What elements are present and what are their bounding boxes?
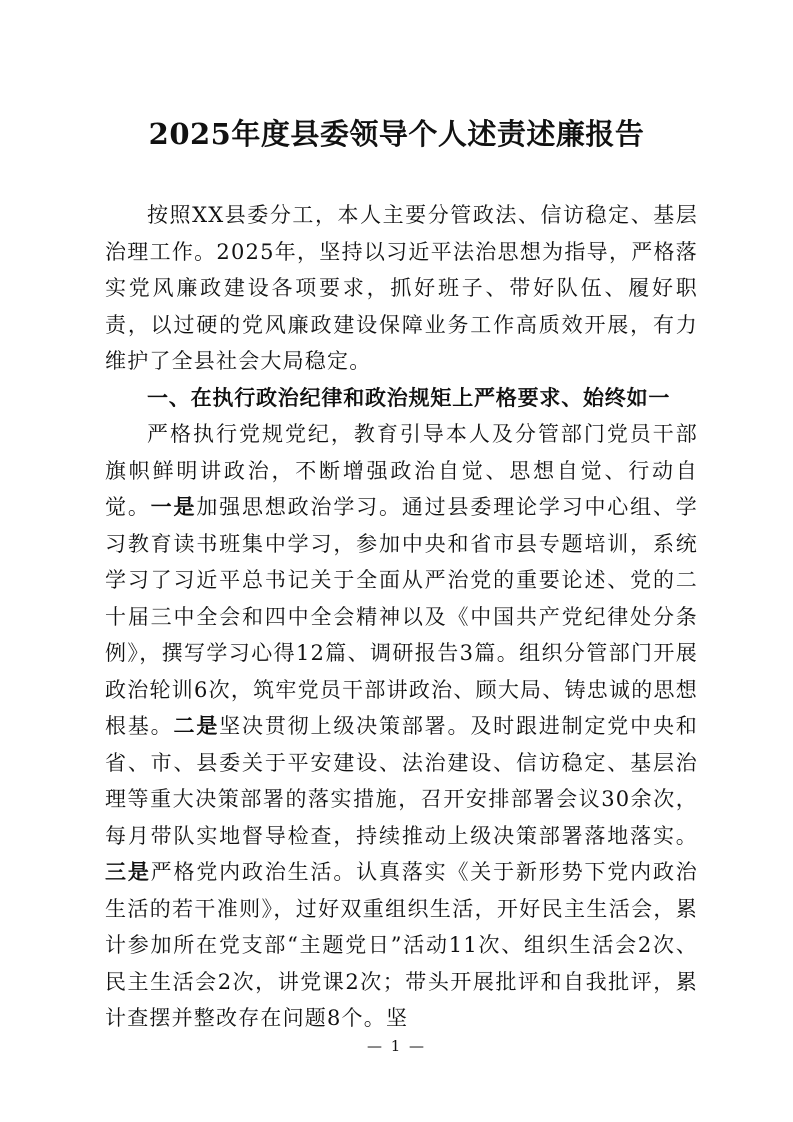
document-body xyxy=(105,197,698,1037)
section-1-paragraph xyxy=(105,416,698,1037)
section-1-lead-text: 严格执行党规党纪，教育引导本人及分管部门党员干部旗帜鲜明讲政治，不断增强政治自觉、思想自觉、行动自觉。 xyxy=(105,422,698,519)
intro-paragraph: 按照XX县委分工，本人主要分管政法、信访稳定、基层治理工作。2025年，坚持以习近平法治思想为指导，严格落实党风廉政建设各项要求，抓好班子、带好队伍、履好职责，以过硬的党风廉政建设保障业务工作高质效开展，有力维护了全县社会大局稳定。 xyxy=(105,203,698,373)
item-2-label: 二是 xyxy=(173,714,220,738)
section-heading-1: 一、在执行政治纪律和政治规矩上严格要求、始终如一 xyxy=(147,385,671,410)
document-title: 2025年度县委领导个人述责述廉报告 xyxy=(148,117,645,151)
item-1-text: 加强思想政治学习。通过县委理论学习中心组、学习教育读书班集中学习，参加中央和省市县专题培训，系统学习了习近平总书记关于全面从严治党的重要论述、党的二十届三中全会和四中全会精神以及《中国共产党纪律处分条例》，撰写学习心得12篇、调研报告3篇。组织分管部门开展政治轮训6次，筑牢党员干部讲政治、顾大局、铸忠诚的思想根基。 xyxy=(105,495,698,738)
item-1-label: 一是 xyxy=(150,495,197,519)
item-2-text: 坚决贯彻上级决策部署。及时跟进制定党中央和省、市、县委关于平安建设、法治建设、信访稳定、基层治理等重大决策部署的落实措施，召开安排部署会议30余次，每月带队实地督导检查，持续推动上级决策部署落地落实。 xyxy=(105,714,698,848)
item-3-label: 三是 xyxy=(105,860,151,884)
item-3-text: 严格党内政治生活。认真落实《关于新形势下党内政治生活的若干准则》，过好双重组织生活，开好民主生活会，累计参加所在党支部“主题党日”活动11次、组织生活会2次、民主生活会2次，讲党课2次；带头开展批评和自我批评，累计查摆并整改存在问题8个。坚 xyxy=(105,860,698,1030)
page-number: — 1 — xyxy=(366,1037,427,1055)
